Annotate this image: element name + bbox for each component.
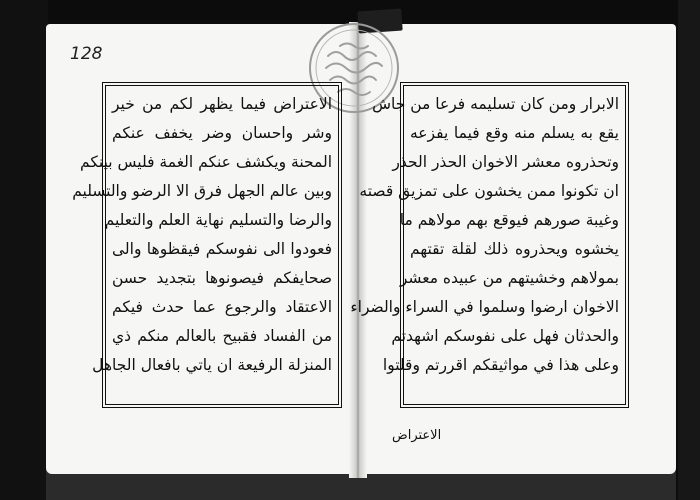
text-line: المنزلة الرفيعة ان ياتي بافعال الجاهل <box>92 356 332 374</box>
text-line: الابرار ومن كان تسليمه فرعا من جاش <box>372 95 619 113</box>
text-line: من الفساد فقبيح بالعالم منكم ذي <box>112 327 332 345</box>
book-edge-left <box>0 0 48 500</box>
text-line: الاعتراض فيما يظهر لكم من خير <box>112 95 332 113</box>
page-number: 128 <box>70 44 103 64</box>
text-line: المحنة ويكشف عنكم الغمة فليس بينكم <box>80 153 332 171</box>
text-line: وتحذروه معشر الاخوان الحذر الحذر <box>392 153 619 171</box>
text-line: صحايفكم فيصونوها بتجديد حسن <box>112 269 332 287</box>
text-line: يخشوه ويحذروه ذلك لقلة تقتهم <box>410 240 619 258</box>
book-edge-right <box>678 0 700 500</box>
right-text-block <box>350 85 626 405</box>
text-line: بمولاهم وخشيتهم من عبيده معشر <box>399 269 619 287</box>
text-line: ان تكونوا ممن يخشون على تمزيق قصته <box>359 182 619 200</box>
text-line: وبين عالم الجهل فرق الا الرضو والتسليم <box>72 182 332 200</box>
text-line: وشر واحسان وضر يخفف عنكم <box>112 124 332 142</box>
left-text-block <box>72 85 339 405</box>
text-line: والرضا والتسليم نهاية العلم والتعليم <box>104 211 332 229</box>
catchword: الاعتراض <box>392 428 442 443</box>
text-line: والحدثان فهل على نفوسكم اشهدتم <box>391 327 619 345</box>
text-line: الاعتقاد والرجوع عما حدث فيكم <box>112 298 332 316</box>
text-line: الاخوان ارضوا وسلموا في السراء والضراء <box>350 298 619 316</box>
text-line: يقع به يسلم منه وقع فيما يفزعه <box>410 124 619 142</box>
text-line: وعلى هذا في مواثيقكم اقررتم وقلتوا <box>382 356 619 374</box>
text-line: فعودوا الى نفوسكم فيقظوها والى <box>112 240 332 258</box>
text-line: وغيبة صورهم فيوقع بهم مولاهم ما <box>399 211 619 229</box>
